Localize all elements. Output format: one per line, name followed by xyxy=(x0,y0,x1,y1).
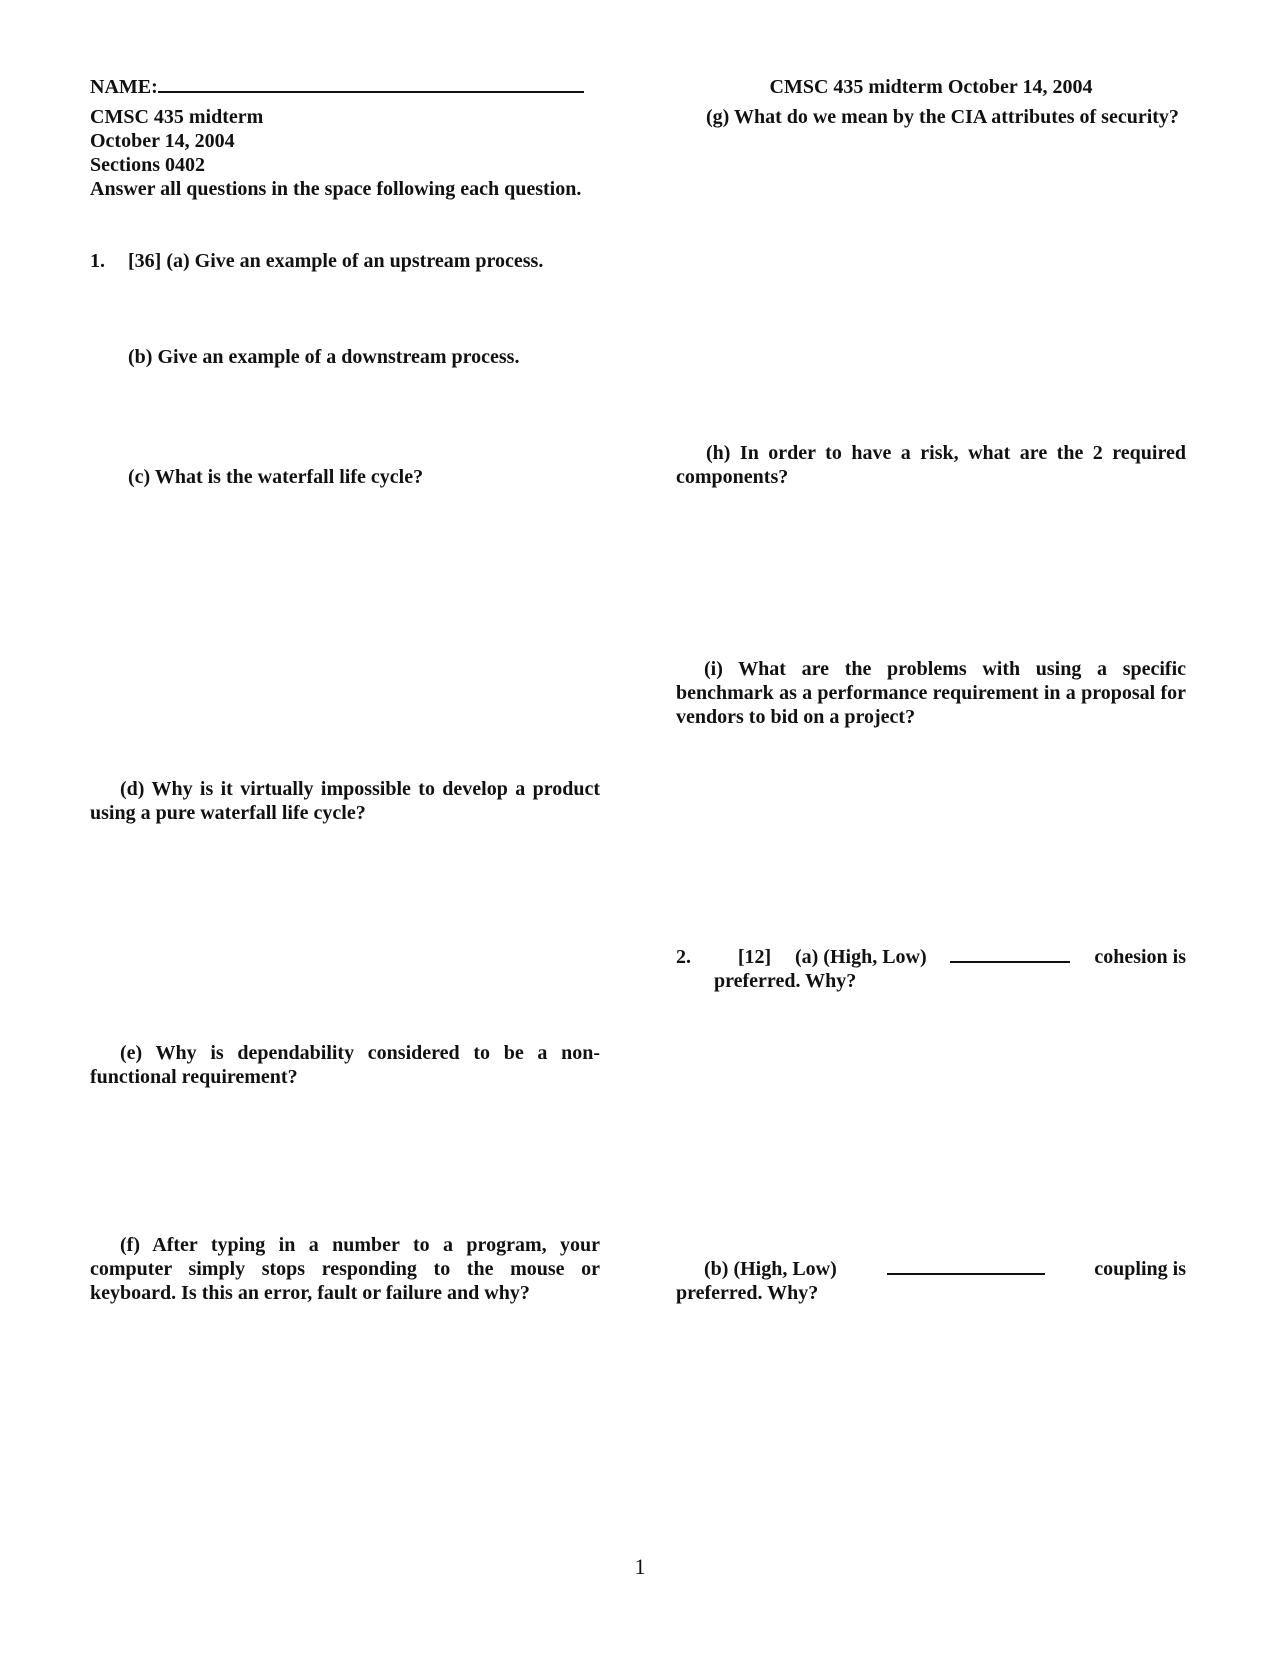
question-1h-text: (h) In order to have a risk, what are the 2 required components? xyxy=(676,442,1186,488)
name-line xyxy=(90,75,590,99)
question-2-number: 2. xyxy=(676,946,691,968)
question-2b-suffix: coupling is xyxy=(1094,1258,1186,1280)
question-2b-prefix: (b) (High, Low) xyxy=(704,1258,837,1280)
question-1e-text: (e) Why is dependability considered to be a non-functional requirement? xyxy=(90,1042,600,1088)
name-blank[interactable] xyxy=(158,90,584,93)
question-2b xyxy=(676,1257,1186,1305)
question-1f-text: (f) After typing in a number to a program, your computer simply stops responding to the mouse or keyboard. Is this an error, fault or failure and why? xyxy=(90,1234,600,1304)
question-1-points: [36] xyxy=(128,250,162,272)
question-1-number: 1. xyxy=(90,250,105,272)
question-2-points: [12] xyxy=(737,946,772,968)
question-1g-text: (g) What do we mean by the CIA attributes of security? xyxy=(706,106,1179,128)
question-1-header xyxy=(90,249,600,273)
question-2a-prefix: (a) (High, Low) xyxy=(794,946,927,968)
question-1d-text: (d) Why is it virtually impossible to develop a product using a pure waterfall life cycle? xyxy=(90,778,600,824)
running-header: CMSC 435 midterm October 14, 2004 xyxy=(769,76,1093,98)
question-2-header xyxy=(676,945,1186,993)
section-label: Sections 0402 xyxy=(90,154,205,176)
coupling-blank[interactable] xyxy=(887,1272,1045,1275)
instructions: Answer all questions in the space following each question. xyxy=(90,178,582,200)
question-1c-text: (c) What is the waterfall life cycle? xyxy=(128,466,424,488)
question-1i-text: (i) What are the problems with using a specific benchmark as a performance requirement in a proposal for vendors to bid on a project? xyxy=(676,658,1186,728)
cohesion-blank[interactable] xyxy=(950,960,1070,963)
question-1b-text: (b) Give an example of a downstream process. xyxy=(128,346,520,368)
question-2a-continuation: preferred. Why? xyxy=(714,970,857,992)
page-number: 1 xyxy=(634,1554,646,1579)
question-2a-suffix: cohesion is xyxy=(1094,946,1186,968)
exam-date: October 14, 2004 xyxy=(90,130,235,152)
question-1a-text: (a) Give an example of an upstream process. xyxy=(166,250,544,272)
question-2b-continuation: preferred. Why? xyxy=(676,1282,819,1304)
name-label: NAME: xyxy=(90,76,158,98)
course-title: CMSC 435 midterm xyxy=(90,106,264,128)
